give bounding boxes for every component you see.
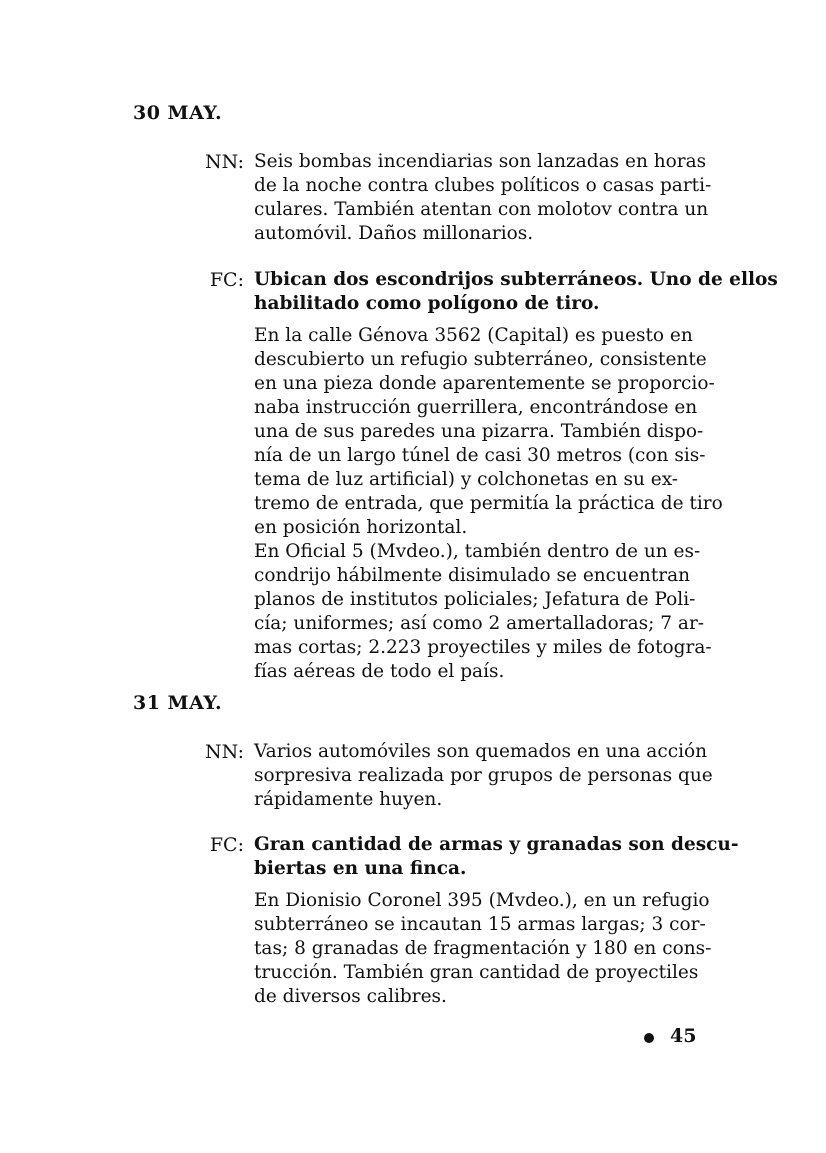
- body-line: culares. También atentan con molotov contra un: [254, 199, 709, 220]
- body-line: rápidamente huyen.: [254, 789, 443, 810]
- entry-text-block: [254, 833, 739, 1009]
- headline-line: Ubican dos escondrijos subterráneos. Uno de ellos: [254, 269, 778, 290]
- headline-line: Gran cantidad de armas y granadas son descu-: [254, 834, 739, 855]
- body-line: en una pieza donde aparentemente se proporcio-: [254, 373, 715, 394]
- headline-line: habilitado como polígono de tiro.: [254, 293, 600, 314]
- body-line: En Dionisio Coronel 395 (Mvdeo.), en un refugio: [254, 890, 710, 911]
- body-line: planos de institutos policiales; Jefatura de Poli-: [254, 589, 696, 610]
- entry-date: 30 MAY.: [133, 102, 223, 124]
- entry-text-block: [254, 740, 713, 812]
- headline-line: biertas en una finca.: [254, 858, 467, 879]
- body-line: de la noche contra clubes políticos o casas parti-: [254, 175, 712, 196]
- body-line: naba instrucción guerrillera, encontrándose en: [254, 397, 698, 418]
- body-line: tema de luz artificial) y colchonetas en su ex-: [254, 469, 679, 490]
- body-line: automóvil. Daños millonarios.: [254, 223, 534, 244]
- body-line: condrijo hábilmente disimulado se encuentran: [254, 565, 691, 586]
- entry-text-block: [254, 268, 778, 684]
- entry-text-block: [254, 150, 712, 246]
- bullet-icon: [644, 1033, 654, 1043]
- body-line: mas cortas; 2.223 proyectiles y miles de fotogra-: [254, 637, 712, 658]
- body-line: sorpresiva realizada por grupos de personas que: [254, 765, 713, 786]
- body-line: de diversos calibres.: [254, 986, 447, 1007]
- entry-date: 31 MAY.: [133, 692, 223, 714]
- body-line: en posición horizontal.: [254, 517, 468, 538]
- body-line: tremo de entrada, que permitía la práctica de tiro: [254, 493, 723, 514]
- body-line: En Oficial 5 (Mvdeo.), también dentro de un es-: [254, 541, 701, 562]
- entry-tag: NN:: [205, 741, 244, 763]
- body-line: una de sus paredes una pizarra. También dispo-: [254, 421, 704, 442]
- body-line: Varios automóviles son quemados en una acción: [254, 741, 708, 762]
- page-number: 45: [670, 1025, 697, 1047]
- body-line: Seis bombas incendiarias son lanzadas en horas: [254, 151, 707, 172]
- body-line: trucción. También gran cantidad de proyectiles: [254, 962, 699, 983]
- body-line: fías aéreas de todo el país.: [254, 661, 505, 682]
- body-line: En la calle Génova 3562 (Capital) es puesto en: [254, 325, 693, 346]
- body-line: descubierto un refugio subterráneo, consistente: [254, 349, 707, 370]
- body-line: tas; 8 granadas de fragmentación y 180 en cons-: [254, 938, 712, 959]
- body-line: nía de un largo túnel de casi 30 metros (con sis-: [254, 445, 706, 466]
- entry-tag: FC:: [209, 834, 244, 856]
- body-line: cía; uniformes; así como 2 amertalladoras; 7 ar-: [254, 613, 705, 634]
- entry-tag: NN:: [205, 151, 244, 173]
- entry-tag: FC:: [209, 269, 244, 291]
- body-line: subterráneo se incautan 15 armas largas; 3 cor-: [254, 914, 706, 935]
